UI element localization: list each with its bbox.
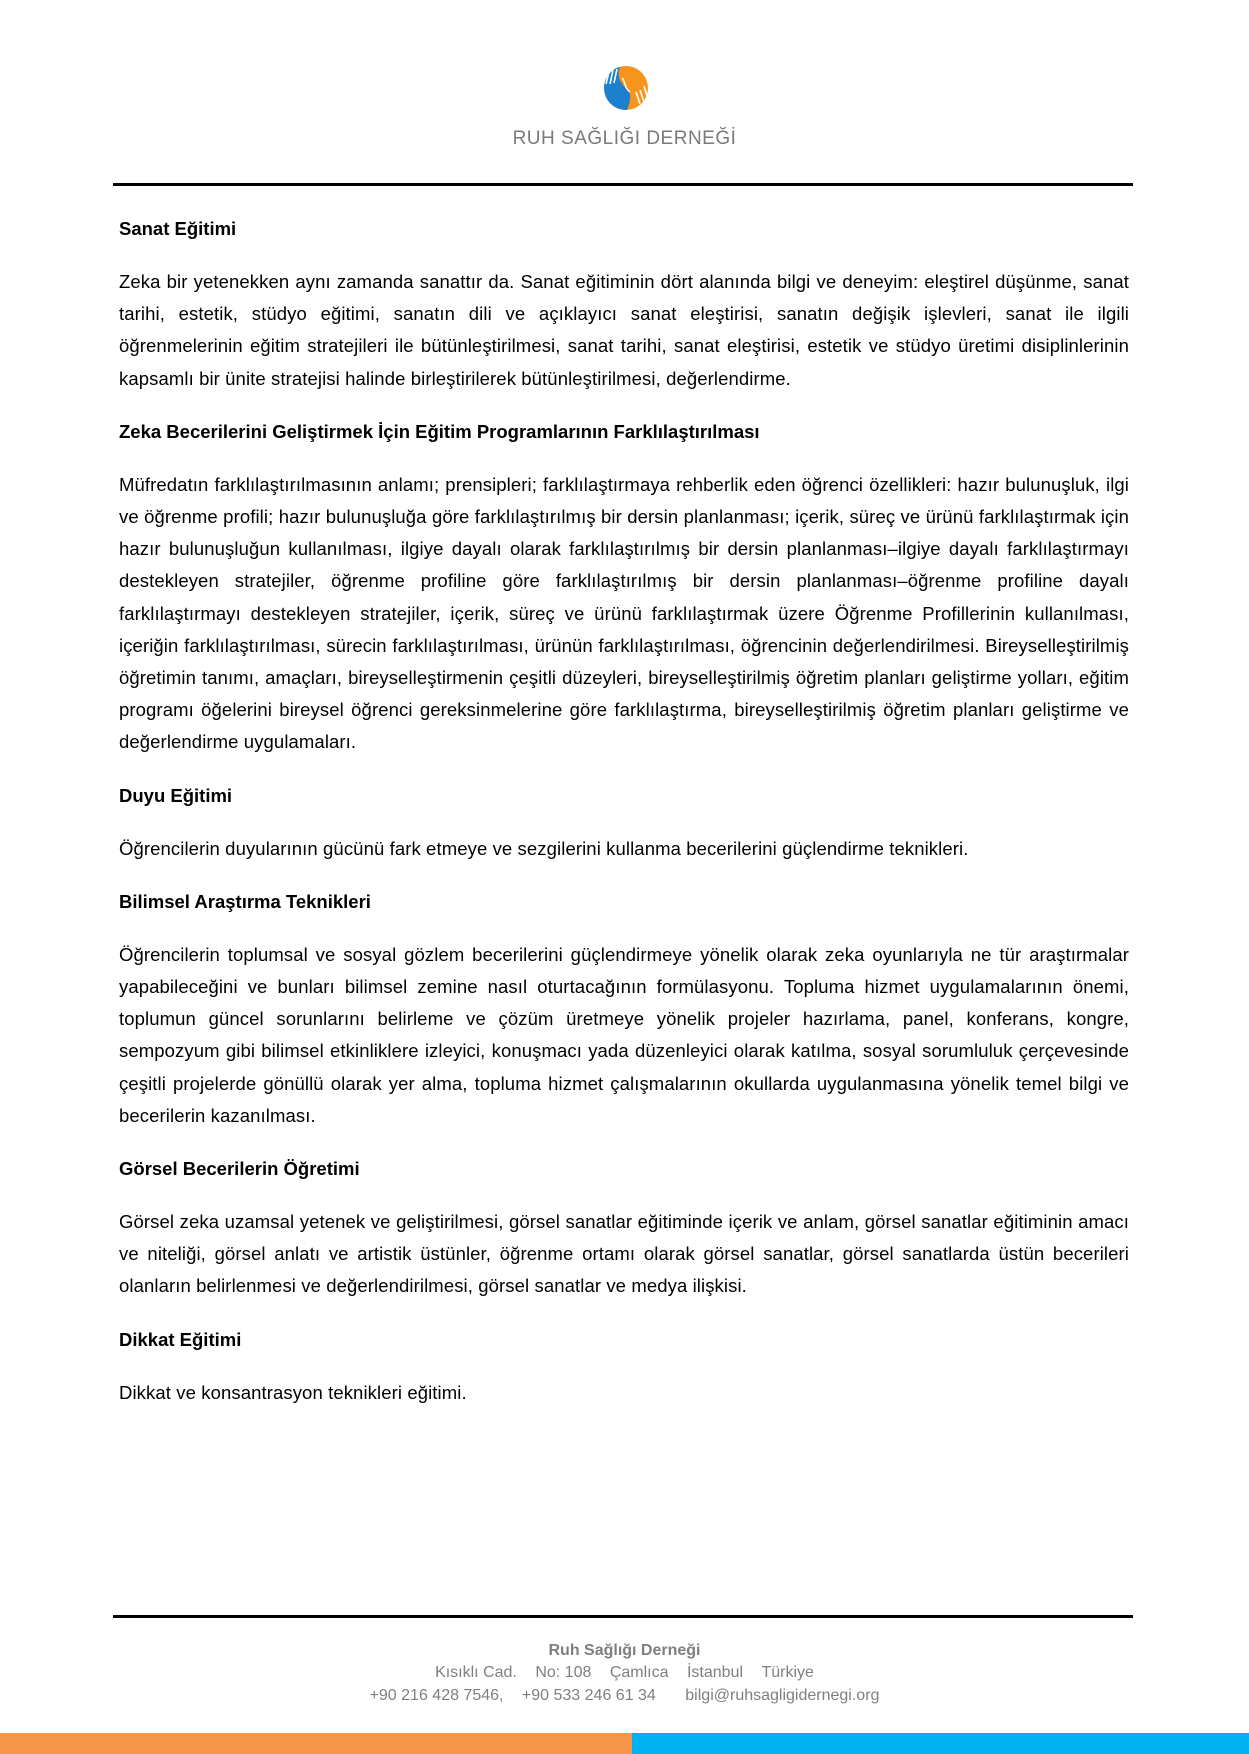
- document-body: [119, 214, 1129, 1431]
- phone-2: +90 533 246 61 34: [521, 1687, 656, 1704]
- phone-1: +90 216 428 7546,: [369, 1687, 504, 1704]
- section-duyu-egitimi: [119, 781, 1129, 865]
- section-body: Zeka bir yetenekken aynı zamanda sanattır da. Sanat eğitiminin dört alanında bilgi ve deneyim: eleştirel düşünme, sanat tarihi, estetik, stüdyo eğitimi, sanatın dili ve açıklayıcı sanat eleştirisi, sanatın değişik işlevleri, sanat ile ilgili öğrenmelerinin eğitim stratejileri ile bütünleştirilmesi, sanat tarihi, sanat eleştirisi, estetik ve stüdyo üretimi disiplinlerinin kapsamlı bir ünite stratejisi halinde birleştirilerek bütünleştirilmesi, değerlendirme.: [119, 271, 1129, 389]
- footer-contact: [0, 1685, 1249, 1707]
- address-street: Kısıklı Cad.: [435, 1664, 517, 1681]
- section-title: Zeka Becerilerini Geliştirmek İçin Eğitim Programlarının Farklılaştırılması: [119, 420, 760, 442]
- section-title: Duyu Eğitimi: [119, 784, 233, 806]
- section-sanat-egitimi: [119, 214, 1129, 395]
- section-farklilastirma: [119, 417, 1129, 759]
- section-title: Bilimsel Araştırma Teknikleri: [119, 890, 371, 912]
- section-title: Sanat Eğitimi: [119, 218, 237, 239]
- section-body: Öğrencilerin toplumsal ve sosyal gözlem becerilerini güçlendirmeye yönelik olarak zeka oyunlarıyla ne tür araştırmalar yapabileceğini ve bunları bilimsel zemine nasıl oturtacağının formülasyonu. Topluma hizmet uygulamalarının önemi, toplumun güncel sorunlarını belirleme ve çözüm üretmeye yönelik projeler hazırlama, panel, konferans, kongre, sempozyum gibi bilimsel etkinliklere izleyici, konuşmacı yada düzenleyici olarak katılma, sosyal sorumluluk çerçevesinde çeşitli projelerde gönüllü olarak yer alma, topluma hizmet çalışmalarının okullarda uygulanmasına yönelik temel bilgi ve becerilerin kazanılması.: [119, 943, 1129, 1126]
- address-city: İstanbul: [686, 1664, 744, 1681]
- section-body: Dikkat ve konsantrasyon teknikleri eğitimi.: [119, 1381, 467, 1403]
- footer-bar-orange: [0, 1733, 632, 1754]
- section-dikkat-egitimi: [119, 1325, 1129, 1409]
- brand-name: RUH SAĞLIĞI DERNEĞİ: [512, 128, 737, 149]
- footer-bar-blue: [632, 1733, 1249, 1754]
- section-bilimsel-arastirma: [119, 887, 1129, 1132]
- hands-circle-logo-icon: [602, 64, 650, 112]
- footer-address: [0, 1662, 1249, 1684]
- footer-divider: [113, 1615, 1133, 1618]
- section-title: Dikkat Eğitimi: [119, 1328, 242, 1350]
- email-link[interactable]: bilgi@ruhsagligidernegi.org: [685, 1687, 880, 1704]
- footer-org-name: Ruh Sağlığı Derneği: [548, 1642, 701, 1659]
- header-divider: [113, 183, 1133, 186]
- section-title: Görsel Becerilerin Öğretimi: [119, 1158, 360, 1180]
- section-body: Görsel zeka uzamsal yetenek ve geliştirilmesi, görsel sanatlar eğitiminde içerik ve anlam, görsel sanatlar eğitiminin amacı ve niteliği, görsel anlatı ve artistik üstünler, öğrenme ortamı olarak görsel sanatlar, görsel sanatlarda üstün becerileri olanların belirlenmesi ve değerlendirilmesi, görsel sanatlar ve medya ilişkisi.: [119, 1211, 1129, 1297]
- address-number: No: 108: [535, 1664, 592, 1681]
- section-gorsel-beceriler: [119, 1154, 1129, 1303]
- address-country: Türkiye: [761, 1664, 814, 1681]
- page-header: [0, 0, 1249, 190]
- address-district: Çamlıca: [609, 1664, 669, 1681]
- section-body: Müfredatın farklılaştırılmasının anlamı; prensipleri; farklılaştırmaya rehberlik eden öğrenci özellikleri: hazır bulunuşluk, ilgi ve öğrenme profili; hazır bulunuşluğa göre farklılaştırılmış bir dersin planlanması; içerik, süreç ve ürünü farklılaştırmak için hazır bulunuşluğun kullanılması, ilgiye dayalı olarak farklılaştırılmış bir dersin planlanması–ilgiye dayalı farklılaştırmayı destekleyen stratejiler, öğrenme profiline göre farklılaştırılmış bir dersin planlanması–öğrenme profiline dayalı farklılaştırmayı destekleyen stratejiler, içerik, süreç ve ürünü farklılaştırmak üzere Öğrenme Profillerinin kullanılması, içeriğin farklılaştırılması, sürecin farklılaştırılması, ürünün farklılaştırılması, öğrencinin değerlendirilmesi. Bireyselleştirilmiş öğretimin tanımı, amaçları, bireyselleştirmenin çeşitli düzeyleri, bireyselleştirilmiş öğretim planları geliştirme yolları, eğitim programı öğelerini bireysel öğrenci gereksinmelerine göre farklılaştırma, bireyselleştirilmiş öğretim planları geliştirme ve değerlendirme uygulamaları.: [119, 473, 1129, 753]
- section-body: Öğrencilerin duyularının gücünü fark etmeye ve sezgilerini kullanma becerilerini güçlendirme teknikleri.: [119, 837, 969, 859]
